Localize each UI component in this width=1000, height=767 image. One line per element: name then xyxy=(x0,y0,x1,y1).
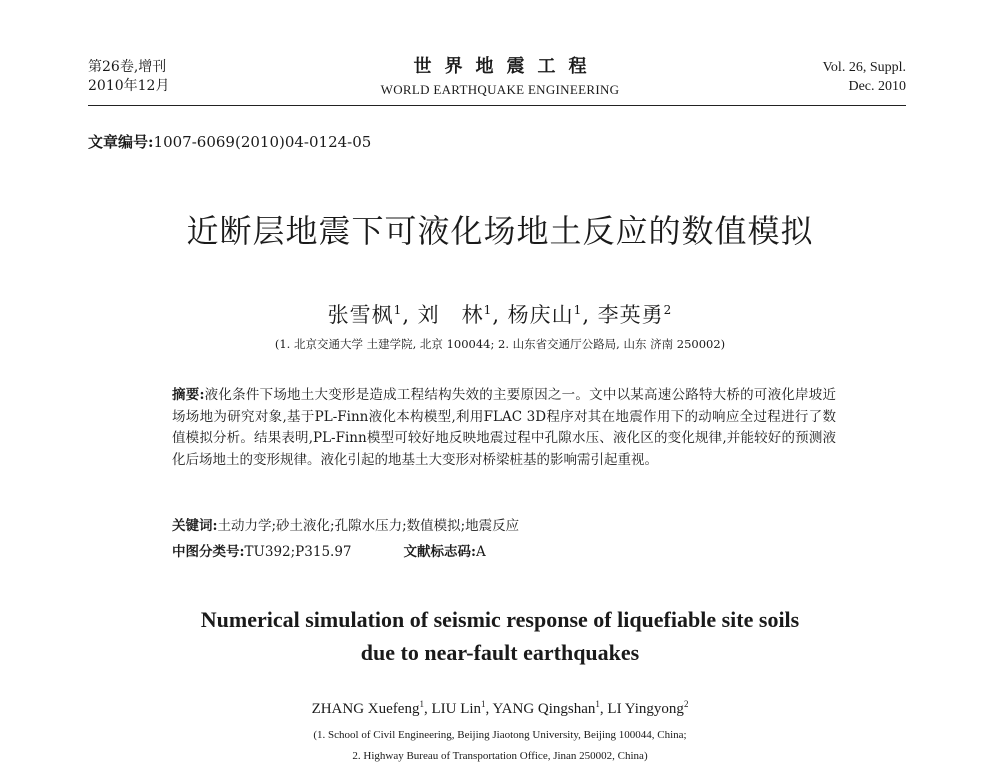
author-en: LI Yingyong xyxy=(607,701,684,717)
journal-title-en: WORLD EARTHQUAKE ENGINEERING xyxy=(380,82,620,97)
author-sup: 1 xyxy=(573,303,583,317)
author-sup: 1 xyxy=(481,699,486,709)
affiliation-en-line: 2. Highway Bureau of Transportation Office, Jinan 250002, China) xyxy=(352,750,648,762)
abstract xyxy=(172,385,836,471)
title-en-line: Numerical simulation of seismic response of liquefiable site soils xyxy=(200,607,800,632)
author-sup: 1 xyxy=(483,303,493,317)
keywords-text: 土动力学;砂土液化;孔隙水压力;数值模拟;地震反应 xyxy=(217,518,520,534)
doc-code-value: A xyxy=(476,544,486,560)
author-cn: 李英勇 xyxy=(597,303,664,327)
author-en: ZHANG Xuefeng xyxy=(311,701,420,717)
clc-label: 中图分类号: xyxy=(172,544,245,560)
affiliation-en-line: (1. School of Civil Engineering, Beijing Jiaotong University, Beijing 100044, China; xyxy=(313,729,687,741)
keywords xyxy=(172,514,836,534)
author-sup: 1 xyxy=(393,303,403,317)
clc-value: TU392;P315.97 xyxy=(244,544,352,560)
keywords-label: 关键词: xyxy=(172,518,218,534)
journal-title-cn: 世界地震工程 xyxy=(413,56,600,77)
author-en: YANG Qingshan xyxy=(492,701,596,717)
author-cn: 张雪枫 xyxy=(327,303,394,327)
title-cn: 近断层地震下可液化场地土反应的数值模拟 xyxy=(186,212,814,250)
authors-en: ZHANG Xuefeng$^1$, LIU Lin$^1$, YANG Qingshan$^1$, LI Yingyong$^2$ xyxy=(311,699,689,717)
title-en-line: due to near-fault earthquakes xyxy=(360,640,640,665)
volume-en: Vol. 26, Suppl. xyxy=(822,60,906,75)
author-sup: 2 xyxy=(683,699,689,709)
abstract-text: 液化条件下场地土大变形是造成工程结构失效的主要原因之一。文中以某高速公路特大桥的可液化岸坡近场场地为研究对象,基于PL-Finn液化本构模型,利用FLAC 3D程序对其在地震作用下的动响应全过程进行了数值模拟分析。结果表明,PL-Finn模型可较好地反映地震过程中孔隙水压、液化区的变化规律,并能较好的预测液化后场地土的变形规律。液化引起的地基土大变形对桥梁桩基的影响需引起重视。 xyxy=(172,387,837,468)
author-sup: 2 xyxy=(663,303,673,317)
author-cn: 杨庆山 xyxy=(507,303,574,327)
doc-code-label: 文献标志码: xyxy=(403,544,476,560)
authors-cn: 张雪枫$^1$, 刘 林$^1$, 杨庆山$^1$, 李英勇$^2$ xyxy=(327,303,673,327)
classification xyxy=(172,540,836,560)
affiliation-en xyxy=(0,725,1000,767)
author-sup: 1 xyxy=(595,699,600,709)
abstract-label: 摘要: xyxy=(172,387,205,403)
author-cn: 刘 林 xyxy=(417,303,484,327)
author-sup: 1 xyxy=(419,699,424,709)
date-en: Dec. 2010 xyxy=(848,79,906,94)
article-number-value: 1007-6069(2010)04-0124-05 xyxy=(153,133,372,151)
article-number-label: 文章编号: xyxy=(88,133,154,151)
title-en xyxy=(0,603,1000,669)
article-number xyxy=(88,131,371,152)
author-en: LIU Lin xyxy=(431,701,482,717)
affiliation-cn: (1. 北京交通大学 土建学院, 北京 100044; 2. 山东省交通厅公路局, 山东 济南 250002) xyxy=(274,337,726,351)
volume-cn: 第26卷,增刊 xyxy=(88,59,167,75)
header-rule xyxy=(88,105,906,106)
date-cn: 2010年12月 xyxy=(88,78,170,94)
header-center xyxy=(330,56,670,99)
header-right xyxy=(823,58,906,96)
header-left xyxy=(88,58,169,96)
